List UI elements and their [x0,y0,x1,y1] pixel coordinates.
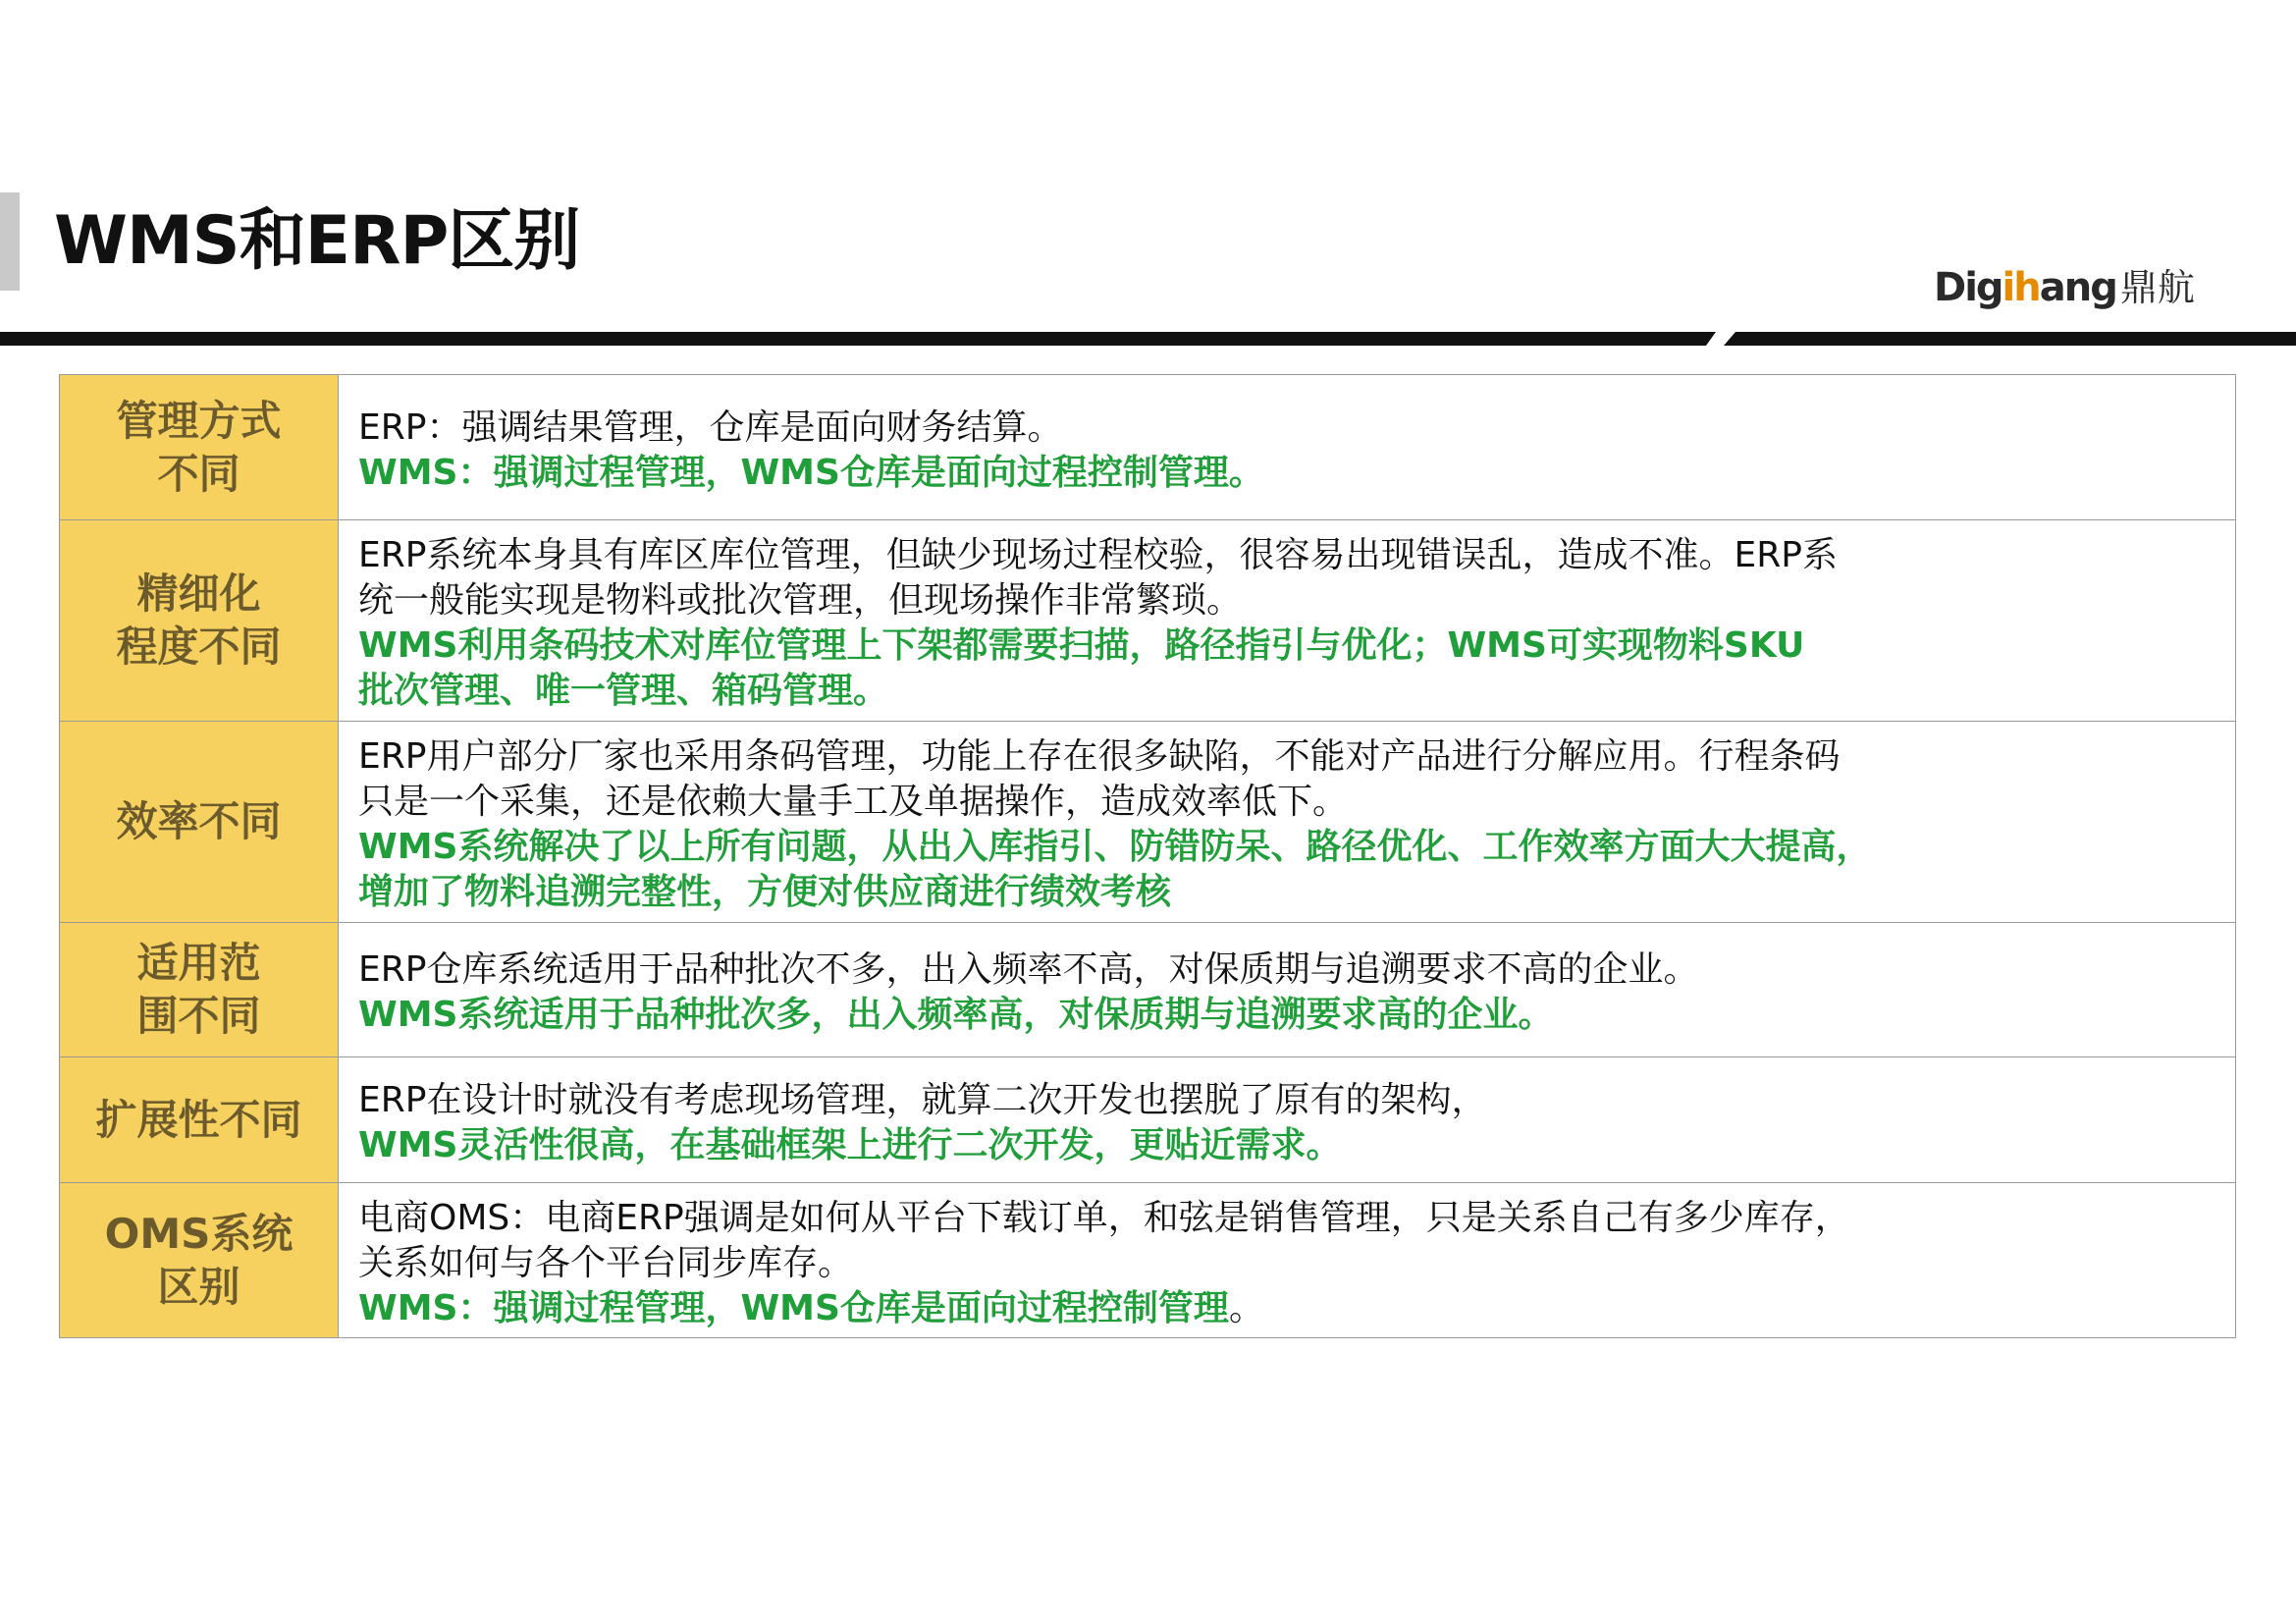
table-row [60,1183,2236,1338]
category-label: 围不同 [136,992,261,1040]
category-label: 管理方式 [116,396,282,445]
erp-text: ERP系统本身具有库区库位管理，但缺少现场过程校验，很容易出现错误乱，造成不准。ERP系 [358,535,1838,575]
category-cell [60,375,339,520]
erp-text: 关系如何与各个平台同步库存。 [358,1242,854,1283]
category-cell [60,520,339,722]
wms-text: WMS：强调过程管理，WMS仓库是面向过程控制管理。 [358,452,1264,493]
wms-text: WMS系统适用于品种批次多，出入频率高，对保质期与追溯要求高的企业。 [358,995,1554,1035]
description-cell [339,923,2236,1057]
erp-text: ERP用户部分厂家也采用条码管理，功能上存在很多缺陷，不能对产品进行分解应用。行程条码 [358,736,1841,777]
logo-text-cn: 鼎航 [2119,266,2195,309]
wms-text-bold: WMS：强调过程管理，WMS仓库是面向过程控制管理 [358,1287,1229,1328]
erp-text: 电商OMS：电商ERP强调是如何从平台下载订单，和弦是销售管理，只是关系自己有多少库存， [358,1197,1850,1238]
category-label: 效率不同 [116,797,282,845]
comparison-table [59,374,2236,1338]
category-label: 区别 [157,1262,240,1311]
category-label: 程度不同 [116,623,282,671]
category-label: 不同 [157,449,240,498]
table-row [60,923,2236,1057]
erp-text: 只是一个采集，还是依赖大量手工及单据操作，造成效率低下。 [358,782,1349,822]
wms-text: WMS利用条码技术对库位管理上下架都需要扫描，路径指引与优化；WMS可实现物料SKU [358,625,1805,666]
category-cell [60,722,339,923]
logo-text-part: Dig [1934,265,2002,310]
category-label: 适用范 [136,939,261,987]
table-row [60,1057,2236,1183]
wms-text-tail: 。 [1228,1287,1264,1328]
wms-text: WMS系统解决了以上所有问题，从出入库指引、防错防呆、路径优化、工作效率方面大大提高， [358,827,1872,867]
description-cell [339,520,2236,722]
category-label: 扩展性不同 [95,1095,302,1144]
logo-text-part: ang [2039,265,2116,310]
erp-text: 统一般能实现是物料或批次管理，但现场操作非常繁琐。 [358,580,1243,621]
header-divider [0,326,2296,346]
description-cell [339,722,2236,923]
erp-text: ERP在设计时就没有考虑现场管理，就算二次开发也摆脱了原有的架构， [358,1079,1487,1120]
wms-text: WMS灵活性很高，在基础框架上进行二次开发，更贴近需求。 [358,1124,1342,1165]
description-cell [339,1057,2236,1183]
erp-text: ERP仓库系统适用于品种批次不多，出入频率不高，对保质期与追溯要求不高的企业。 [358,949,1699,990]
erp-text: ERP：强调结果管理，仓库是面向财务结算。 [358,406,1063,448]
logo-text-highlight: ih [2002,265,2040,310]
title-accent-bar [0,192,20,291]
table-row [60,520,2236,722]
wms-text: 增加了物料追溯完整性，方便对供应商进行绩效考核 [358,872,1172,912]
category-label: 精细化 [136,569,261,618]
category-cell [60,923,339,1057]
table-row [60,375,2236,520]
table-row [60,722,2236,923]
page-title: WMS和ERP区别 [54,202,580,280]
category-cell [60,1183,339,1338]
wms-text [358,1286,2221,1331]
wms-text: 批次管理、唯一管理、箱码管理。 [358,671,889,711]
brand-logo [1934,257,2195,316]
category-label: OMS系统 [104,1209,294,1258]
description-cell [339,375,2236,520]
description-cell [339,1183,2236,1338]
category-cell [60,1057,339,1183]
